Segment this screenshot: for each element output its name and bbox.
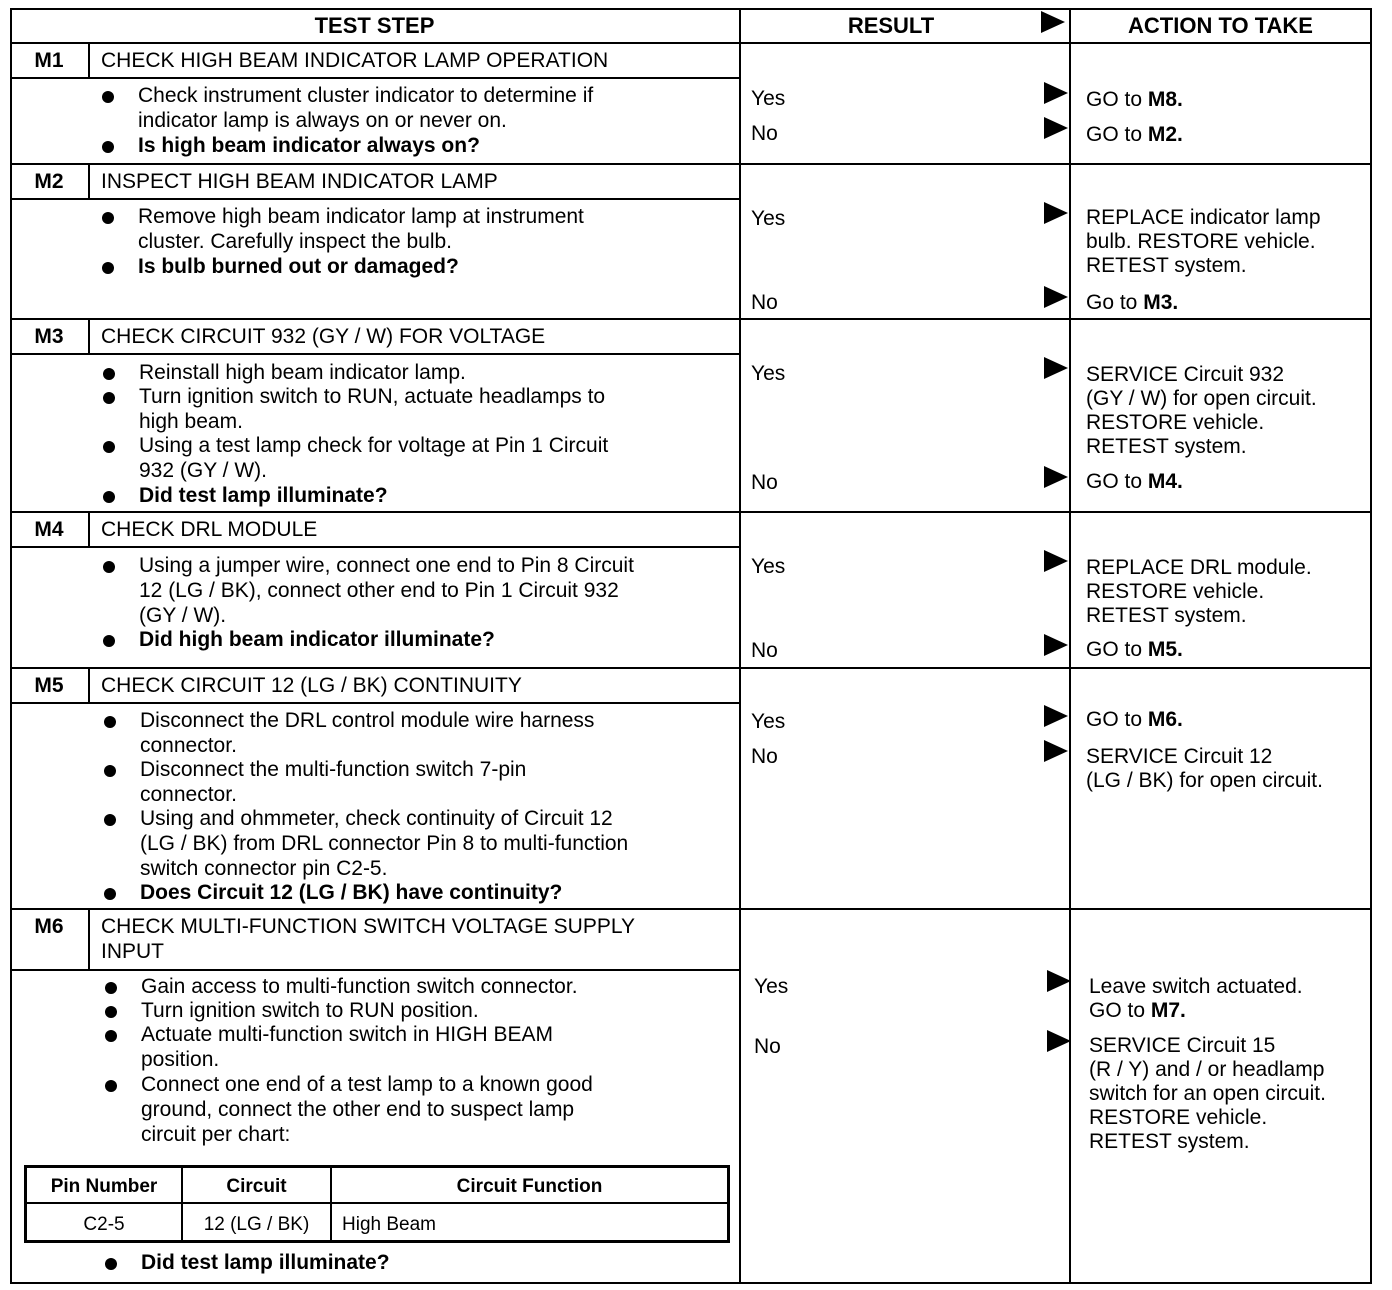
- bullet-icon: [102, 262, 114, 274]
- bullet-text: Turn ignition switch to RUN position.: [141, 999, 479, 1022]
- result-no: No: [751, 122, 778, 145]
- action-step-ref: M6.: [1147, 708, 1183, 731]
- action-text: (R / Y) and / or headlamp: [1089, 1058, 1325, 1081]
- arrow-icon: [1047, 1030, 1071, 1052]
- action-step-ref: M4.: [1147, 470, 1183, 493]
- bullet-icon: [105, 1258, 117, 1270]
- bullet-icon: [104, 716, 116, 728]
- step-rule: [10, 667, 1372, 669]
- step-title: CHECK DRL MODULE: [101, 518, 318, 541]
- result-column-rule: [739, 8, 741, 1284]
- action-text: (GY / W) for open circuit.: [1086, 387, 1317, 410]
- bullet-icon: [102, 212, 114, 224]
- bullet-text: Is bulb burned out or damaged?: [138, 255, 459, 278]
- bullet-text: Using a test lamp check for voltage at Pin 1 Circuit: [139, 434, 609, 457]
- bullet-text: Check instrument cluster indicator to determine if: [138, 84, 594, 107]
- bullet-icon: [103, 441, 115, 453]
- bullet-text: Does Circuit 12 (LG / BK) have continuity?: [140, 881, 563, 904]
- step-id: M1: [34, 49, 64, 72]
- bullet-icon: [103, 561, 115, 573]
- step-tag-rule: [88, 668, 90, 702]
- result-no: No: [751, 639, 778, 662]
- step-tag-rule: [88, 43, 90, 77]
- result-no: No: [751, 745, 778, 768]
- frame-right: [1370, 8, 1372, 1284]
- header-test-step: TEST STEP: [314, 13, 435, 38]
- action-text: switch for an open circuit.: [1089, 1082, 1326, 1105]
- bullet-text: switch connector pin C2-5.: [140, 857, 388, 880]
- bullet-text: Actuate multi-function switch in HIGH BEAM: [141, 1023, 553, 1046]
- arrow-icon: [1044, 286, 1068, 308]
- result-yes: Yes: [751, 710, 786, 733]
- diagnostic-table: [10, 8, 1372, 1284]
- bullet-text: cluster. Carefully inspect the bulb.: [138, 230, 452, 253]
- action-text: SERVICE Circuit 932: [1086, 363, 1285, 386]
- step-tag-rule: [88, 319, 90, 353]
- action-text: RETEST system.: [1086, 435, 1247, 458]
- bullet-text: ground, connect the other end to suspect lamp: [141, 1098, 575, 1121]
- action-text: GO to: [1086, 708, 1148, 731]
- action-text: Leave switch actuated.: [1089, 975, 1303, 998]
- step-rule: [10, 908, 1372, 910]
- bullet-icon: [104, 814, 116, 826]
- bullet-text: (LG / BK) from DRL connector Pin 8 to multi-function: [140, 832, 629, 855]
- pin-chart-header-pin: Pin Number: [50, 1176, 158, 1197]
- pin-chart-cell-circuit: 12 (LG / BK): [203, 1214, 310, 1235]
- result-yes: Yes: [751, 87, 786, 110]
- step-title-rule: [10, 969, 739, 971]
- action-text: RETEST system.: [1086, 604, 1247, 627]
- bullet-icon: [103, 392, 115, 404]
- arrow-icon: [1047, 970, 1071, 992]
- frame-bottom: [10, 1282, 1372, 1284]
- bullet-text: Did high beam indicator illuminate?: [139, 628, 495, 651]
- action-line: [1086, 579, 1264, 604]
- arrow-icon: [1044, 117, 1068, 139]
- step-rule: [10, 511, 1372, 513]
- step-id: M2: [34, 170, 64, 193]
- action-step-ref: M7.: [1150, 999, 1186, 1022]
- action-line: [1086, 744, 1272, 769]
- action-line: [1086, 290, 1178, 315]
- bullet-text: indicator lamp is always on or never on.: [138, 109, 507, 132]
- action-line: [1089, 998, 1186, 1023]
- bullet-text: Connect one end of a test lamp to a known good: [141, 1073, 593, 1096]
- header-arrow-icon: [1041, 11, 1065, 33]
- action-line: [1086, 253, 1247, 278]
- bullet-icon: [105, 1006, 117, 1018]
- action-line: [1086, 555, 1312, 580]
- action-line: [1086, 434, 1247, 459]
- bullet-text: 12 (LG / BK), connect other end to Pin 1 Circuit 932: [139, 579, 619, 602]
- action-line: [1089, 1033, 1275, 1058]
- arrow-icon: [1044, 740, 1068, 762]
- action-line: [1086, 603, 1247, 628]
- arrow-icon: [1044, 466, 1068, 488]
- bullet-text: Did test lamp illuminate?: [139, 484, 388, 507]
- pin-chart-table: [24, 1165, 730, 1243]
- bullet-text: Remove high beam indicator lamp at instrument: [138, 205, 584, 228]
- step-title-rule: [10, 198, 739, 200]
- step-title: CHECK MULTI-FUNCTION SWITCH VOLTAGE SUPPLY: [101, 915, 635, 938]
- bullet-icon: [103, 368, 115, 380]
- bullet-text: connector.: [140, 783, 237, 806]
- step-title: CHECK HIGH BEAM INDICATOR LAMP OPERATION: [101, 49, 609, 72]
- bullet-icon: [104, 765, 116, 777]
- bullet-text: Did test lamp illuminate?: [141, 1251, 390, 1274]
- pin-chart-header-circuit: Circuit: [226, 1176, 287, 1197]
- step-rule: [10, 318, 1372, 320]
- action-line: [1086, 637, 1183, 662]
- frame-top: [10, 8, 1372, 10]
- pin-chart-header-function: Circuit Function: [456, 1176, 603, 1197]
- action-text: RESTORE vehicle.: [1089, 1106, 1268, 1129]
- result-no: No: [754, 1035, 781, 1058]
- result-yes: Yes: [751, 362, 786, 385]
- bullet-text: Turn ignition switch to RUN, actuate headlamps to: [139, 385, 606, 408]
- step-title: INPUT: [101, 940, 164, 963]
- result-no: No: [751, 291, 778, 314]
- step-title-rule: [10, 546, 739, 548]
- action-line: [1086, 386, 1317, 411]
- action-line: [1086, 469, 1183, 494]
- bullet-text: Using a jumper wire, connect one end to Pin 8 Circuit: [139, 554, 634, 577]
- bullet-icon: [102, 141, 114, 153]
- header-action: ACTION TO TAKE: [1128, 13, 1313, 38]
- bullet-icon: [103, 491, 115, 503]
- arrow-icon: [1044, 550, 1068, 572]
- bullet-icon: [102, 91, 114, 103]
- action-step-ref: M3.: [1143, 291, 1179, 314]
- step-id: M4: [34, 518, 64, 541]
- arrow-icon: [1044, 634, 1068, 656]
- action-line: [1086, 205, 1321, 230]
- action-text: RESTORE vehicle.: [1086, 411, 1265, 434]
- step-title: CHECK CIRCUIT 12 (LG / BK) CONTINUITY: [101, 674, 522, 697]
- result-yes: Yes: [751, 207, 786, 230]
- bullet-text: Disconnect the DRL control module wire harness: [140, 709, 595, 732]
- action-line: [1086, 122, 1183, 147]
- action-line: [1086, 768, 1323, 793]
- bullet-text: position.: [141, 1048, 220, 1071]
- bullet-text: Reinstall high beam indicator lamp.: [139, 361, 466, 384]
- action-text: GO to: [1086, 638, 1148, 661]
- action-text: REPLACE DRL module.: [1086, 556, 1312, 579]
- bullet-text: circuit per chart:: [141, 1123, 291, 1146]
- bullet-text: Disconnect the multi-function switch 7-pin: [140, 758, 527, 781]
- bullet-text: high beam.: [139, 410, 243, 433]
- pin-chart-cell-pin: C2-5: [83, 1214, 125, 1235]
- step-tag-rule: [88, 164, 90, 198]
- action-step-ref: M2.: [1147, 123, 1183, 146]
- step-title-rule: [10, 77, 739, 79]
- step-title: CHECK CIRCUIT 932 (GY / W) FOR VOLTAGE: [101, 325, 546, 348]
- action-step-ref: M5.: [1147, 638, 1183, 661]
- arrow-icon: [1044, 202, 1068, 224]
- action-text: REPLACE indicator lamp: [1086, 206, 1321, 229]
- action-line: [1086, 410, 1264, 435]
- result-yes: Yes: [754, 975, 789, 998]
- action-text: SERVICE Circuit 15: [1089, 1034, 1276, 1057]
- action-step-ref: M8.: [1147, 88, 1183, 111]
- bullet-text: Using and ohmmeter, check continuity of Circuit 12: [140, 807, 613, 830]
- step-title-rule: [10, 353, 739, 355]
- result-no: No: [751, 471, 778, 494]
- step-id: M5: [34, 674, 64, 697]
- action-text: GO to: [1086, 123, 1148, 146]
- arrow-icon: [1044, 82, 1068, 104]
- action-line: [1086, 87, 1183, 112]
- action-line: [1089, 974, 1303, 999]
- step-title-rule: [10, 702, 739, 704]
- action-line: [1089, 1081, 1326, 1106]
- action-text: (LG / BK) for open circuit.: [1086, 769, 1323, 792]
- action-text: GO to: [1086, 470, 1148, 493]
- arrow-icon: [1044, 705, 1068, 727]
- header-rule: [10, 42, 1372, 44]
- action-text: GO to: [1086, 88, 1148, 111]
- action-line: [1089, 1057, 1324, 1082]
- action-line: [1086, 362, 1284, 387]
- action-text: Go to: [1086, 291, 1144, 314]
- bullet-text: (GY / W).: [139, 604, 227, 627]
- action-text: RETEST system.: [1089, 1130, 1250, 1153]
- bullet-icon: [104, 888, 116, 900]
- action-text: RETEST system.: [1086, 254, 1247, 277]
- step-tag-rule: [88, 909, 90, 969]
- pin-chart-cell-function: High Beam: [342, 1214, 436, 1235]
- step-id: M6: [34, 915, 64, 938]
- action-line: [1086, 707, 1183, 732]
- step-tag-rule: [88, 512, 90, 546]
- step-rule: [10, 163, 1372, 165]
- bullet-icon: [105, 1030, 117, 1042]
- action-column-rule: [1069, 8, 1071, 1284]
- bullet-text: connector.: [140, 734, 237, 757]
- result-yes: Yes: [751, 555, 786, 578]
- action-text: GO to: [1089, 999, 1151, 1022]
- bullet-icon: [105, 1080, 117, 1092]
- bullet-text: Is high beam indicator always on?: [138, 134, 480, 157]
- bullet-icon: [103, 635, 115, 647]
- action-text: SERVICE Circuit 12: [1086, 745, 1273, 768]
- action-line: [1089, 1129, 1250, 1154]
- action-line: [1086, 229, 1316, 254]
- action-text: bulb. RESTORE vehicle.: [1086, 230, 1316, 253]
- step-title: INSPECT HIGH BEAM INDICATOR LAMP: [101, 170, 498, 193]
- header-result: RESULT: [847, 13, 935, 38]
- action-line: [1089, 1105, 1267, 1130]
- arrow-icon: [1044, 357, 1068, 379]
- bullet-icon: [105, 982, 117, 994]
- bullet-text: 932 (GY / W).: [139, 459, 267, 482]
- action-text: RESTORE vehicle.: [1086, 580, 1265, 603]
- step-id: M3: [34, 325, 64, 348]
- bullet-text: Gain access to multi-function switch connector.: [141, 975, 578, 998]
